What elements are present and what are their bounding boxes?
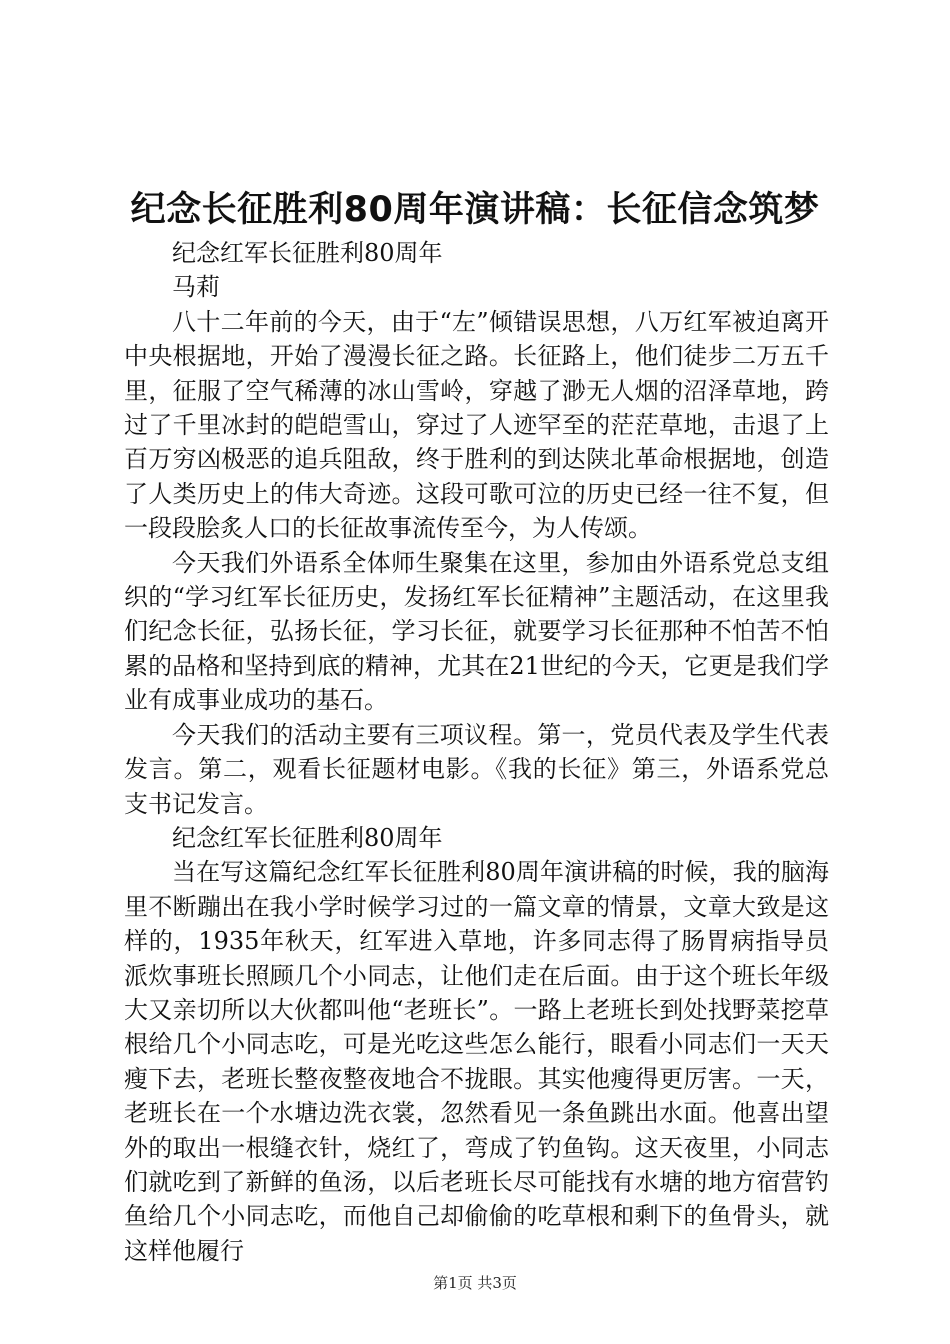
subtitle: 纪念红军长征胜利80周年 <box>172 239 443 267</box>
document-body <box>124 236 829 1268</box>
page-title: 纪念长征胜利80周年演讲稿：长征信念筑梦 <box>130 190 820 230</box>
paragraph-1: 八十二年前的今天，由于“左”倾错误思想，八万红军被迫离开中央根据地，开始了漫漫长征之路。长征路上，他们徒步二万五千里，征服了空气稀薄的冰山雪岭，穿越了渺无人烟的沼泽草地，跨过了千里冰封的皑皑雪山，穿过了人迹罕至的茫茫草地，击退了上百万穷凶极恶的追兵阻敌，终于胜利的到达陕北革命根据地，创造了人类历史上的伟大奇迹。这段可歌可泣的历史已经一往不复，但一段段脍炙人口的长征故事流传至今，为人传颂。 <box>124 307 829 543</box>
paragraph-4: 当在写这篇纪念红军长征胜利80周年演讲稿的时候，我的脑海里不断蹦出在我小学时候学习过的一篇文章的情景，文章大致是这样的，1935年秋天，红军进入草地，许多同志得了肠胃病指导员派炊事班长照顾几个小同志，让他们走在后面。由于这个班长年级大又亲切所以大伙都叫他“老班长”。一路上老班长到处找野菜挖草根给几个小同志吃，可是光吃这些怎么能行，眼看小同志们一天天瘦下去，老班长整夜整夜地合不拢眼。其实他瘦得更厉害。一天，老班长在一个水塘边洗衣裳，忽然看见一条鱼跳出水面。他喜出望外的取出一根缝衣针，烧红了，弯成了钓鱼钩。这天夜里，小同志们就吃到了新鲜的鱼汤，以后老班长尽可能找有水塘的地方宿营钓鱼给几个小同志吃，而他自己却偷偷的吃草根和剩下的鱼骨头，就这样他履行 <box>124 858 829 1265</box>
author: 马莉 <box>172 273 220 302</box>
subtitle-2: 纪念红军长征胜利80周年 <box>172 823 443 852</box>
paragraph-2: 今天我们外语系全体师生聚集在这里，参加由外语系党总支组织的“学习红军长征历史，发扬红军长征精神”主题活动，在这里我们纪念长征，弘扬长征，学习长征，就要学习长征那种不怕苦不怕累的品格和坚持到底的精神，尤其在21世纪的今天，它更是我们学业有成事业成功的基石。 <box>124 548 829 715</box>
paragraph-3: 今天我们的活动主要有三项议程。第一，党员代表及学生代表发言。第二，观看长征题材电影。《我的长征》第三，外语系党总支书记发言。 <box>124 720 829 818</box>
page-footer: 第1页 共3页 <box>433 1274 517 1292</box>
